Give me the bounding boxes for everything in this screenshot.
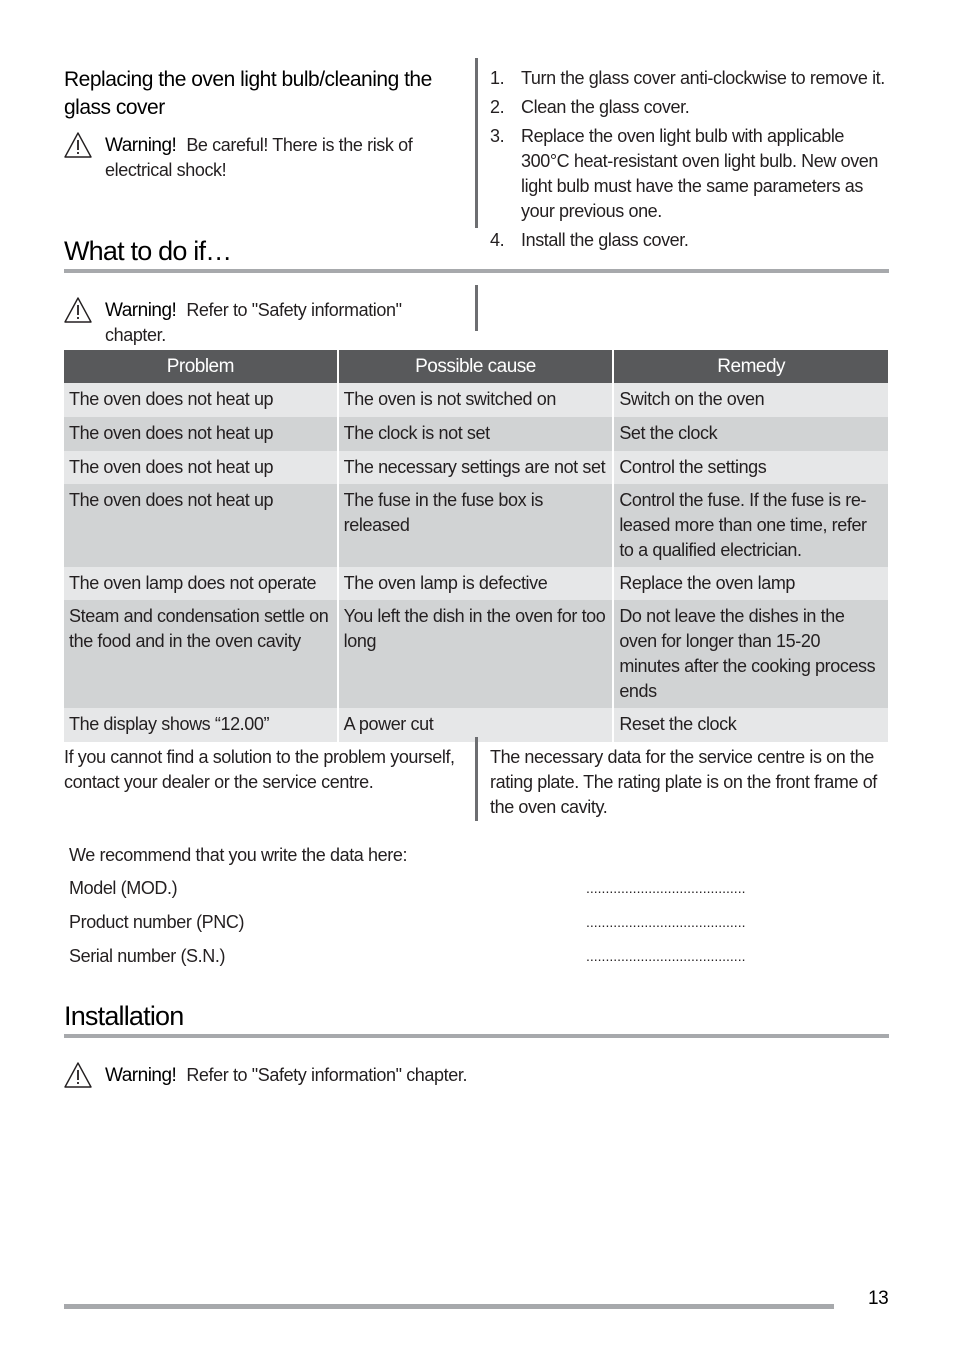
warning-triangle-icon xyxy=(63,131,93,159)
table-cell: A power cut xyxy=(339,708,613,742)
data-intro: We recommend that you write the data here: xyxy=(69,845,408,865)
data-field-blank: ......................................... xyxy=(586,880,746,896)
table-cell: Control the settings xyxy=(614,451,888,484)
table-header-row xyxy=(64,350,888,383)
table-cell: Replace the oven lamp xyxy=(614,567,888,600)
column-header: Remedy xyxy=(614,350,888,383)
footer-rule xyxy=(64,1304,834,1309)
what-to-do-title: What to do if… xyxy=(64,236,232,266)
bulb-section-title: Replacing the oven light bulb/cleaning the glass cover xyxy=(64,68,432,119)
list-item: 3. Replace the oven light bulb with applicable 300°C heat-resistant oven light bulb. New oven light bulb must have the same parameters as your previous one. xyxy=(490,126,879,221)
list-item: 4. Install the glass cover. xyxy=(490,230,689,250)
data-field-label: Model (MOD.) xyxy=(69,878,178,898)
page-number: 13 xyxy=(868,1288,889,1309)
service-paragraph: The necessary data for the service centre is on the rating plate. The rating plate is on the front frame of the oven cavity. xyxy=(490,747,877,817)
troubleshooting-table xyxy=(62,350,890,742)
bulb-steps-list xyxy=(490,66,890,257)
table-row xyxy=(64,383,888,417)
table-cell: The oven lamp is defective xyxy=(339,567,613,600)
warning-text: Refer to "Safety information" chapter. xyxy=(105,300,402,345)
table-cell: Reset the clock xyxy=(614,708,888,742)
solution-paragraph: If you cannot find a solution to the problem yourself, contact your dealer or the service centre. xyxy=(64,747,455,792)
list-item: 2. Clean the glass cover. xyxy=(490,97,690,117)
table-cell: The oven does not heat up xyxy=(64,383,337,417)
table-cell: You left the dish in the oven for too long xyxy=(339,600,613,708)
table-row xyxy=(64,451,888,484)
table-cell: The fuse in the fuse box is released xyxy=(339,484,613,567)
column-divider xyxy=(475,58,478,228)
table-row xyxy=(64,567,888,600)
section-rule xyxy=(64,269,889,273)
table-cell: Steam and condensation settle on the food and in the oven cavity xyxy=(64,600,337,708)
table-cell: The oven is not switched on xyxy=(339,383,613,417)
table-cell: Do not leave the dishes in the oven for longer than 15-20 minutes after the cooking process ends xyxy=(614,600,888,708)
what-to-do-warning xyxy=(63,298,463,348)
warning-triangle-icon xyxy=(63,1061,93,1089)
data-field-label: Product number (PNC) xyxy=(69,912,245,932)
table-row xyxy=(64,600,888,708)
warning-label: Warning! xyxy=(105,300,177,321)
warning-text: Refer to "Safety information" chapter. xyxy=(186,1065,468,1085)
table-cell: The oven does not heat up xyxy=(64,451,337,484)
table-cell: The oven lamp does not operate xyxy=(64,567,337,600)
section-rule xyxy=(64,1034,889,1038)
warning-label: Warning! xyxy=(105,135,177,156)
data-field-row xyxy=(69,910,779,935)
data-field-label: Serial number (S.N.) xyxy=(69,946,226,966)
data-field-blank: ......................................... xyxy=(586,914,746,930)
list-item: 1. Turn the glass cover anti-clockwise to remove it. xyxy=(490,68,885,88)
table-cell: The necessary settings are not set xyxy=(339,451,613,484)
warning-triangle-icon xyxy=(63,296,93,324)
column-header: Problem xyxy=(64,350,337,383)
table-cell: The oven does not heat up xyxy=(64,484,337,567)
table-row xyxy=(64,417,888,451)
warning-label: Warning! xyxy=(105,1065,177,1086)
data-field-row xyxy=(69,944,779,969)
data-field-row xyxy=(69,876,779,901)
table-cell: The display shows “12.00” xyxy=(64,708,337,742)
table-cell: Set the clock xyxy=(614,417,888,451)
column-divider xyxy=(475,737,478,821)
table-cell: Control the fuse. If the fuse is re-leased more than one time, refer to a qualified electrician. xyxy=(614,484,888,567)
table-cell: The oven does not heat up xyxy=(64,417,337,451)
table-cell: Switch on the oven xyxy=(614,383,888,417)
column-header: Possible cause xyxy=(339,350,613,383)
table-cell: The clock is not set xyxy=(339,417,613,451)
table-row xyxy=(64,484,888,567)
data-field-blank: ......................................... xyxy=(586,948,746,964)
warning-text: Be careful! There is the risk of electrical shock! xyxy=(105,135,413,180)
bulb-warning xyxy=(63,133,463,183)
column-divider xyxy=(475,285,478,331)
installation-title: Installation xyxy=(64,1001,184,1031)
installation-warning xyxy=(63,1063,483,1089)
